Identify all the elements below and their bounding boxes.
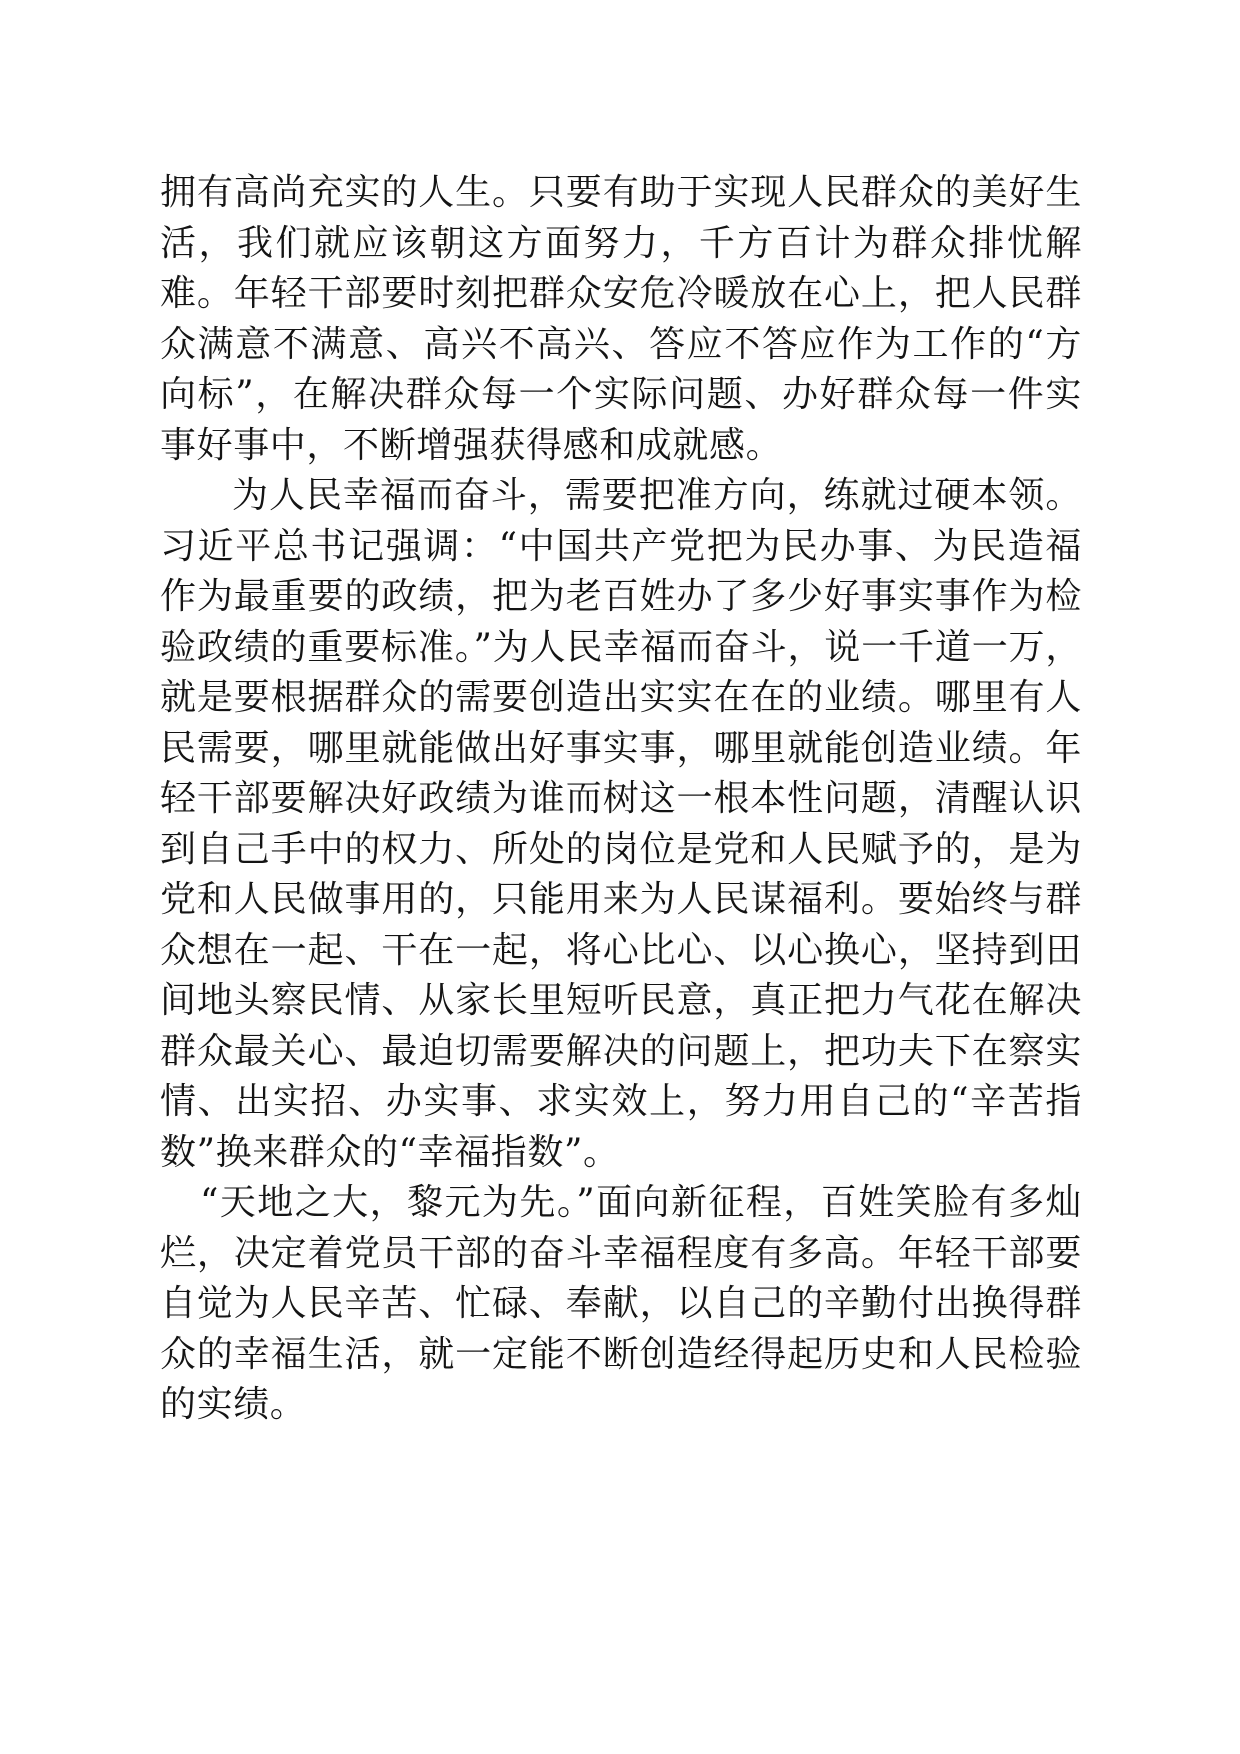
paragraph-3: “天地之大，黎元为先。”面向新征程，百姓笑脸有多灿烂，决定着党员干部的奋斗幸福程度有多高。年轻干部要自觉为人民辛苦、忙碌、奉献，以自己的辛勤付出换得群众的幸福生活，就一定能不断创造经得起历史和人民检验的实绩。 (160, 1182, 1082, 1425)
paragraph-1: 拥有高尚充实的人生。只要有助于实现人民群众的美好生活，我们就应该朝这方面努力，千方百计为群众排忧解难。年轻干部要时刻把群众安危冷暖放在心上，把人民群众满意不满意、高兴不高兴、答应不答应作为工作的“方向标”，在解决群众每一个实际问题、办好群众每一件实事好事中，不断增强获得感和成就感。 (160, 172, 1082, 466)
document-page (160, 168, 1082, 1431)
paragraph-2: 为人民幸福而奋斗，需要把准方向，练就过硬本领。习近平总书记强调：“中国共产党把为民办事、为民造福作为最重要的政绩，把为老百姓办了多少好事实事作为检验政绩的重要标准。”为人民幸福而奋斗，说一千道一万，就是要根据群众的需要创造出实实在在的业绩。哪里有人民需要，哪里就能做出好事实事，哪里就能创造业绩。年轻干部要解决好政绩为谁而树这一根本性问题，清醒认识到自己手中的权力、所处的岗位是党和人民赋予的，是为党和人民做事用的，只能用来为人民谋福利。要始终与群众想在一起、干在一起，将心比心、以心换心，坚持到田间地头察民情、从家长里短听民意，真正把力气花在解决群众最关心、最迫切需要解决的问题上，把功夫下在察实情、出实招、办实事、求实效上，努力用自己的“辛苦指数”换来群众的“幸福指数”。 (160, 475, 1082, 1173)
